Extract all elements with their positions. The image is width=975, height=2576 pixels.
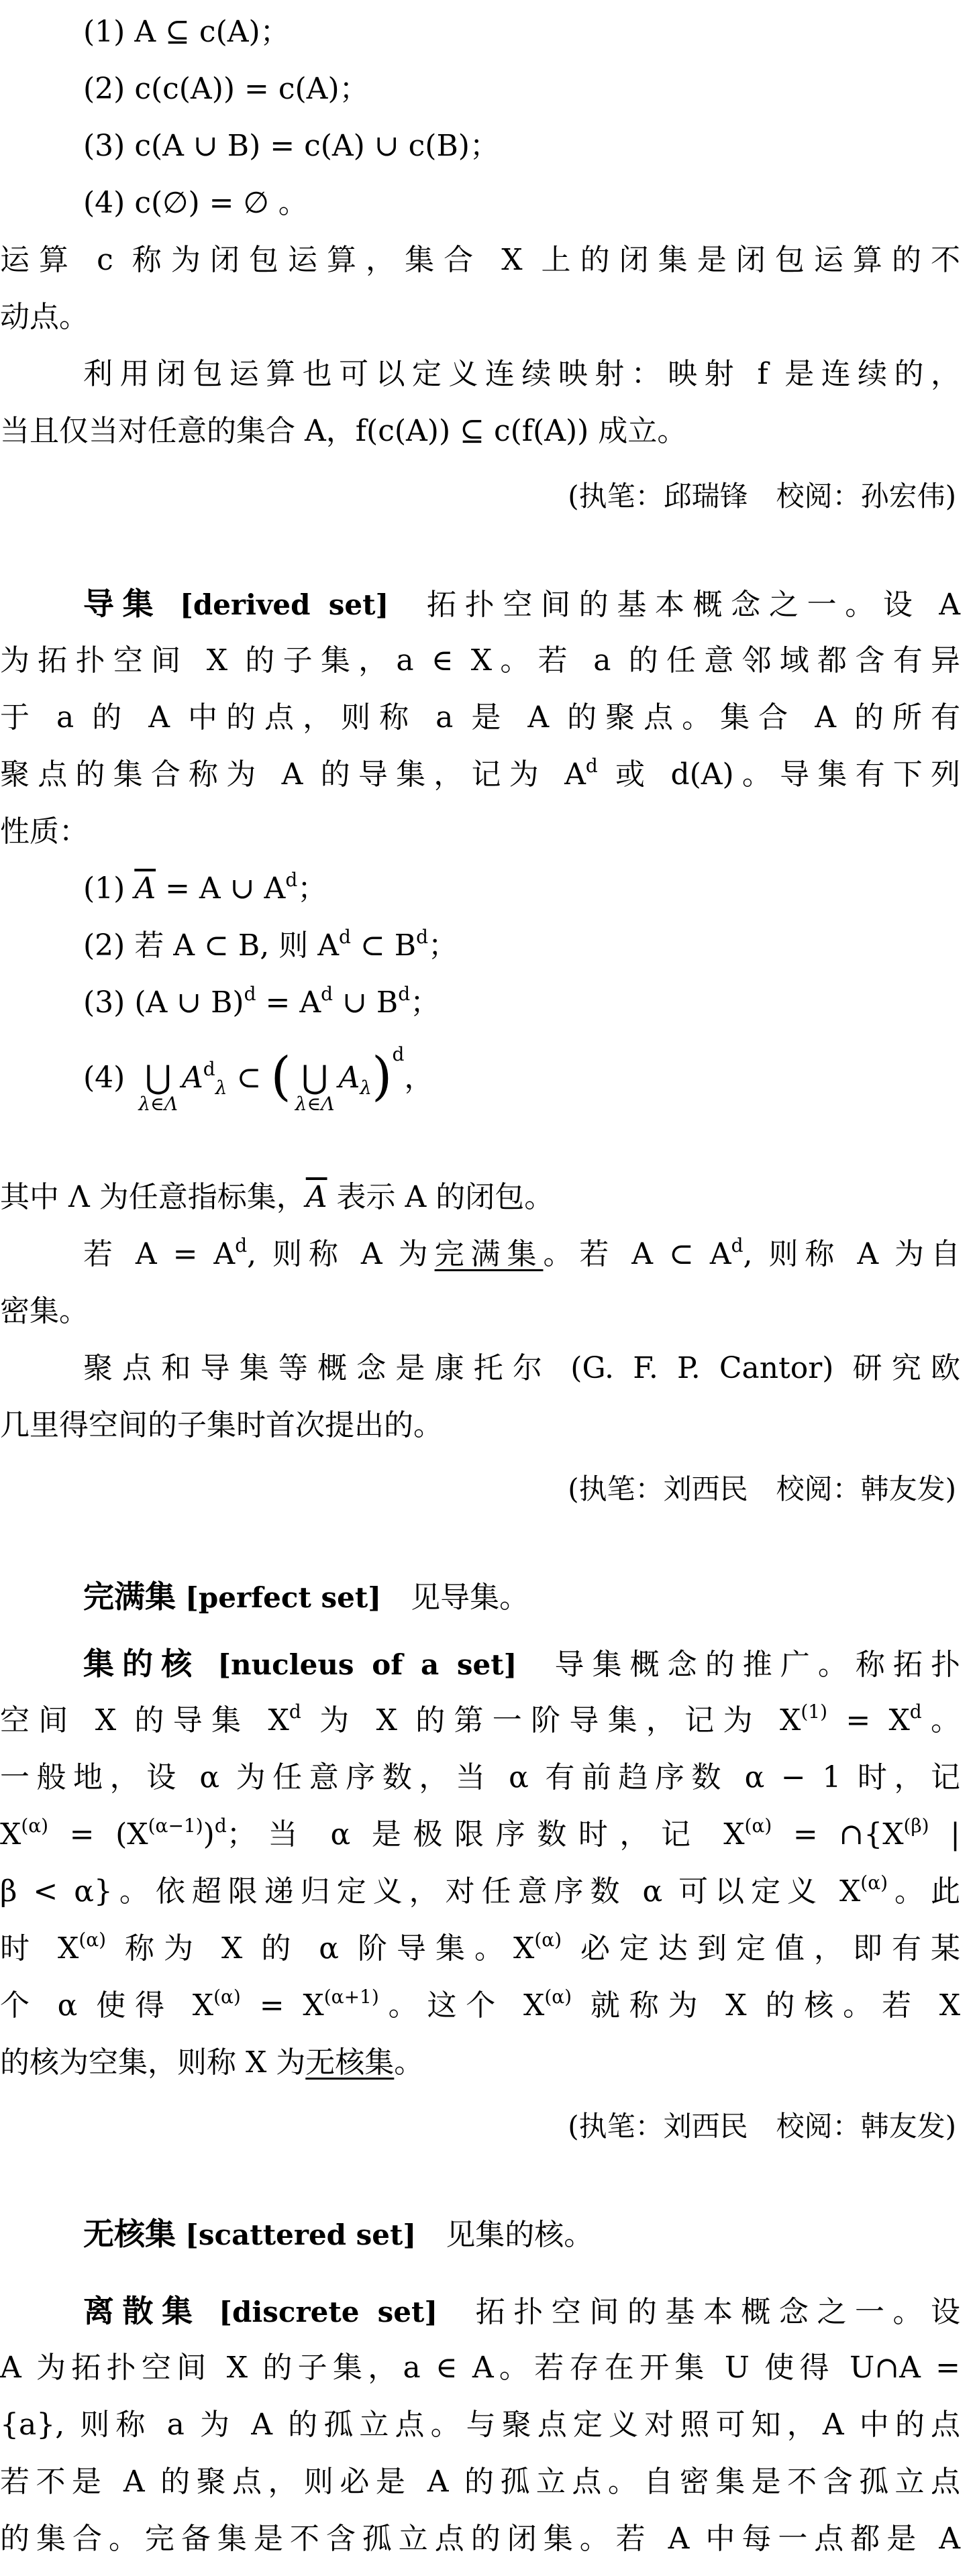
closure-text-line-1: 运算 c 称为闭包运算，集合 X 上的闭集是闭包运算的不 bbox=[0, 243, 960, 277]
derived-prop-3-sup-1: d bbox=[244, 983, 256, 1005]
headword-derived-set: 导集 bbox=[83, 586, 162, 622]
entry-perfect-set: 完满集 [perfect set] 见导集。 bbox=[83, 1578, 529, 1615]
derived-prop-1-sup: d bbox=[285, 869, 298, 891]
discrete-line-4: 若不是 A 的聚点，则必是 A 的孤立点。自密集是不含孤立点 bbox=[0, 2465, 960, 2499]
nucleus-line-7: 个 α 使得 $X^{(\alpha)} = X^{(\alpha+1)}$。这个 $X^{(\alpha)}$ 就称为 X 的核。若 X bbox=[0, 1986, 961, 2023]
closure-prop-1: (1) A ⊆ c(A)； bbox=[83, 15, 290, 49]
discrete-line-2: A 为拓扑空间 X 的子集，a ∈ A。若存在开集 U 使得 U∩A = bbox=[0, 2351, 960, 2385]
derived-history-line-2: 几里得空间的子集时首次提出的。 bbox=[0, 1408, 443, 1442]
derived-line-2: 为拓扑空间 X 的子集，a ∈ X。若 a 的任意邻域都含有异 bbox=[0, 643, 960, 678]
derived-prop-3-sup-2: d bbox=[321, 983, 333, 1005]
derived-prop-3-b: = A bbox=[256, 985, 321, 1020]
derived-prop-4-prefix: (4) bbox=[83, 1061, 135, 1095]
left-paren: ( bbox=[270, 1046, 291, 1107]
discrete-line-3: {a}, 则称 a 为 A 的孤立点。与聚点定义对照可知，A 中的点 bbox=[0, 2408, 960, 2442]
nucleus-line-5: β < α}。依超限递归定义，对任意序数 α 可以定义 $X^{(\alpha)}$。此 bbox=[0, 1872, 961, 1909]
closure-text-line-2: 动点。 bbox=[0, 300, 89, 334]
right-paren: ) bbox=[372, 1046, 393, 1107]
derived-prop-4: (4) ⋃ λ∈Λ $A^d_\lambda$ ⊂ ( ⋃ λ∈Λ $A_\lambda)^d$， bbox=[83, 1043, 434, 1115]
credit-closure: (执笔：邱瑞锋 校阅：孙宏伟) bbox=[568, 480, 956, 513]
derived-prop-2-sup-1: d bbox=[338, 926, 351, 948]
derived-prop-2-end: ； bbox=[428, 928, 458, 963]
derived-prop-1-rest: = A ∪ A bbox=[156, 871, 286, 906]
derived-line-3: 于 a 的 A 中的点，则称 a 是 A 的聚点。集合 A 的所有 bbox=[0, 700, 960, 735]
derived-dense-line: 密集。 bbox=[0, 1294, 89, 1328]
closure-prop-2: (2) c(c(A)) = c(A)； bbox=[83, 72, 369, 106]
credit-nucleus: (执笔：刘西民 校阅：韩友发) bbox=[568, 2110, 956, 2143]
derived-prop-1 bbox=[0, 869, 975, 909]
derived-line-4 bbox=[0, 755, 975, 795]
entry-nucleus: 集的核 [nucleus of a set] 导集概念的推广。称拓扑 bbox=[83, 1646, 960, 1682]
derived-line-4-b: 或 d(A)。导集有下列 bbox=[597, 757, 960, 792]
nucleus-line-4: $X^{(\alpha)} = (X^{(\alpha-1)})^d$；当 α 是极限序数时，记 $X^{(\alpha)}$ = $\cap\{X^{(\beta)}$ | bbox=[0, 1815, 961, 1851]
entry-scattered-set: 无核集 [scattered set] 见集的核。 bbox=[83, 2216, 594, 2252]
derived-prop-3-a: (3) (A ∪ B) bbox=[83, 985, 244, 1020]
nucleus-line-6: 时 $X^{(\alpha)}$ 称为 X 的 α 阶导集。$X^{(\alpha)}$ 必定达到定值，即有某 bbox=[0, 1929, 961, 1966]
derived-line-1-text: 拓扑空间的基本概念之一。设 A bbox=[418, 588, 960, 622]
nucleus-line-8: 的核为空集，则称 X 为无核集。 bbox=[0, 2045, 424, 2080]
derived-prop-3 bbox=[0, 983, 975, 1023]
entry-derived-set bbox=[0, 584, 975, 625]
closure-text-line-4: 当且仅当对任意的集合 A，f(c(A)) ⊆ c(f(A)) 成立。 bbox=[0, 414, 687, 448]
derived-prop-1-end: ； bbox=[297, 871, 327, 906]
link-perfect-set[interactable]: 完满集 bbox=[434, 1237, 544, 1271]
nucleus-line-2: 空间 X 的导集 $X^d$ 为 X 的第一阶导集，记为 $X^{(1)} = X^d$。 bbox=[0, 1701, 961, 1737]
closure-prop-3: (3) c(A ∪ B) = c(A) ∪ c(B)； bbox=[83, 129, 499, 163]
derived-prop-2-sup-2: d bbox=[416, 926, 429, 948]
english-derived-set: [derived set] bbox=[179, 588, 389, 621]
union-operator-2: ⋃ λ∈Λ bbox=[295, 1059, 335, 1115]
credit-derived: (执笔：刘西民 校阅：韩友发) bbox=[568, 1472, 956, 1505]
discrete-line-5: 的集合。完备集是不含孤立点的闭集。若 A 中每一点都是 A bbox=[0, 2522, 960, 2556]
derived-prop-1-prefix: (1) bbox=[83, 871, 135, 906]
closure-prop-4: (4) c(∅) = ∅ 。 bbox=[83, 186, 308, 220]
derived-prop-2-a: (2) 若 A ⊂ B, 则 A bbox=[83, 928, 339, 963]
closure-text-line-3: 利用闭包运算也可以定义连续映射：映射 f 是连续的， bbox=[83, 357, 960, 391]
derived-prop-3-c: ∪ B bbox=[333, 985, 399, 1020]
nucleus-line-3: 一般地，设 α 为任意序数，当 α 有前趋序数 α − 1 时，记 bbox=[0, 1760, 960, 1794]
derived-prop-2 bbox=[0, 926, 975, 966]
derived-prop-2-b: ⊂ B bbox=[350, 928, 417, 963]
derived-line-5: 性质： bbox=[0, 814, 89, 849]
derived-prop-3-end: ； bbox=[410, 985, 440, 1020]
derived-line-4-sup: d bbox=[585, 755, 598, 777]
derived-prop-3-sup-3: d bbox=[398, 983, 411, 1005]
derived-after-line: 其中 Λ 为任意指标集，$\overline{A}$ 表示 A 的闭包。 bbox=[0, 1180, 554, 1214]
closure-bar-A-2: $\overline{A}$ bbox=[305, 1180, 327, 1214]
union-operator-1: ⋃ λ∈Λ bbox=[138, 1059, 178, 1115]
derived-history-line-1: 聚点和导集等概念是康托尔 (G. F. P. Cantor) 研究欧 bbox=[83, 1351, 960, 1385]
derived-line-4-a: 聚点的集合称为 A 的导集，记为 A bbox=[0, 757, 586, 792]
closure-bar-A: $\overline{A}$ bbox=[134, 871, 156, 906]
link-scattered-set[interactable]: 无核集 bbox=[305, 2045, 395, 2080]
derived-perfect-line: 若 $A = A^d$, 则称 A 为完满集。若 A ⊂ $A^d$, 则称 A 为自 bbox=[83, 1234, 960, 1271]
entry-discrete-set: 离散集 [discrete set] 拓扑空间的基本概念之一。设 bbox=[83, 2293, 960, 2329]
